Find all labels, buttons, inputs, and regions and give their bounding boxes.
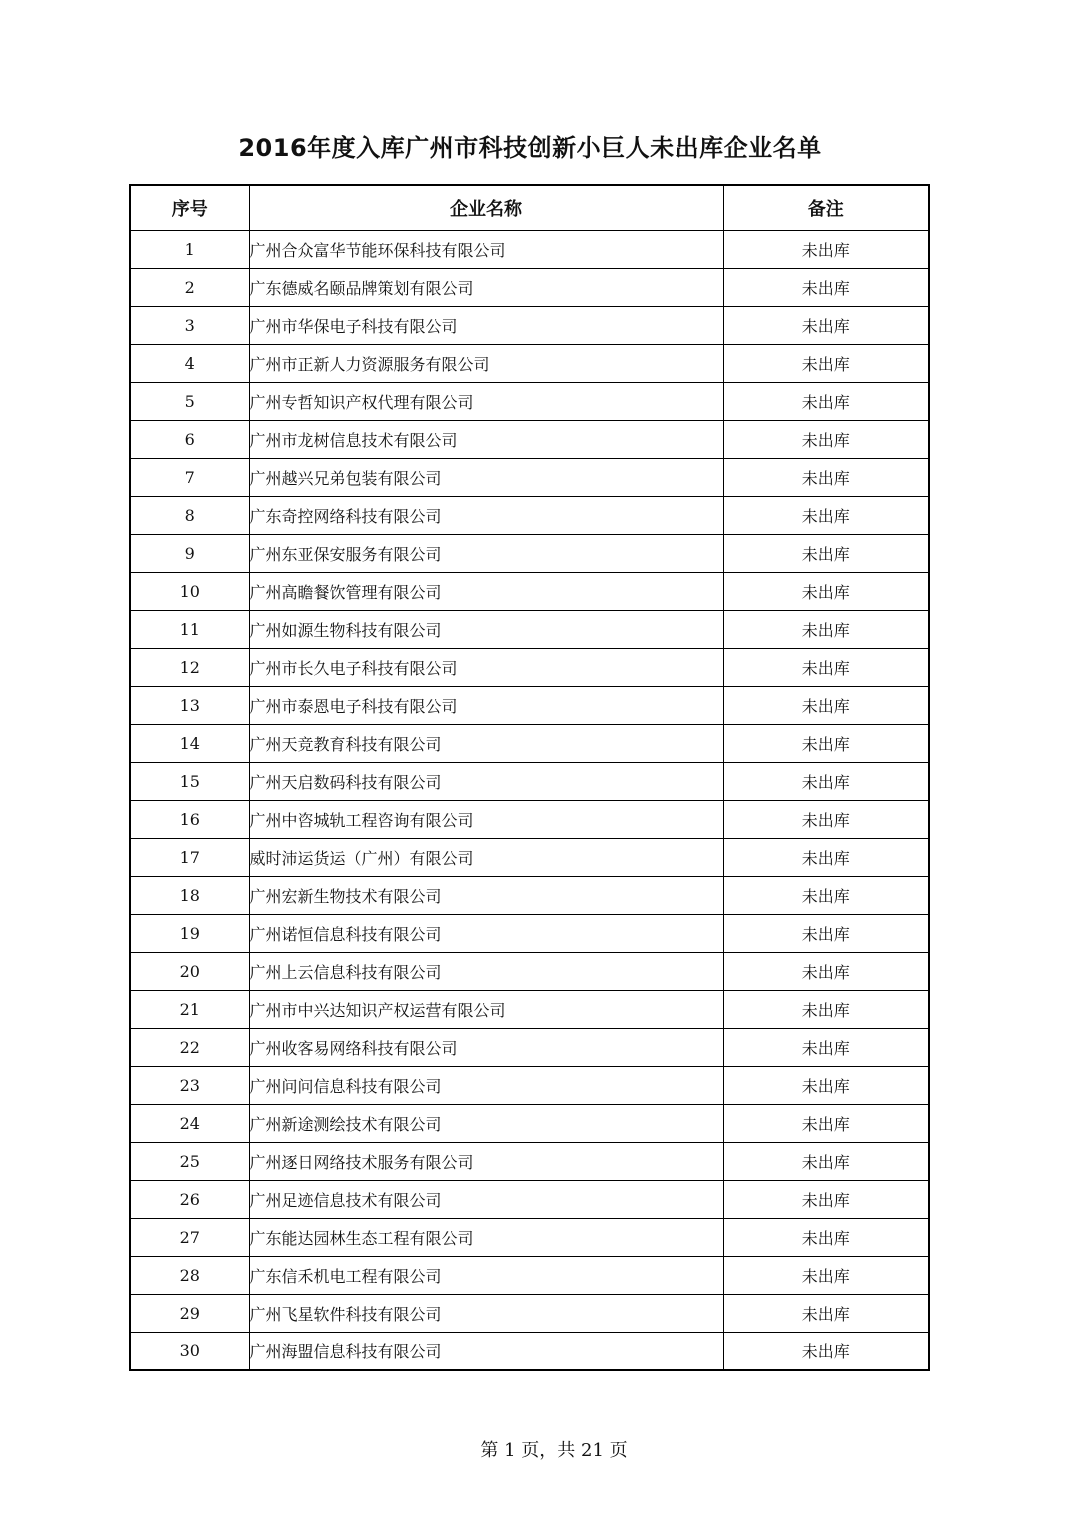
table-row [130, 610, 929, 648]
enterprise-name-cell: 广州海盟信息科技有限公司 [249, 1332, 723, 1370]
row-index-cell: 24 [130, 1104, 249, 1142]
table-row [130, 914, 929, 952]
remark-cell: 未出库 [723, 952, 929, 990]
table-row [130, 1104, 929, 1142]
remark-cell: 未出库 [723, 1294, 929, 1332]
row-index-cell: 27 [130, 1218, 249, 1256]
page-footer [0, 1436, 1080, 1462]
enterprise-name-cell: 广州逐日网络技术服务有限公司 [249, 1142, 723, 1180]
remark-cell: 未出库 [723, 458, 929, 496]
enterprise-name-cell: 广州新途测绘技术有限公司 [249, 1104, 723, 1142]
table-row [130, 1294, 929, 1332]
table-header-row [130, 185, 929, 230]
remark-cell: 未出库 [723, 572, 929, 610]
table-row [130, 762, 929, 800]
enterprise-name-cell: 广州问问信息科技有限公司 [249, 1066, 723, 1104]
enterprise-name-cell: 广州诺恒信息科技有限公司 [249, 914, 723, 952]
row-index-cell: 11 [130, 610, 249, 648]
table-row [130, 1218, 929, 1256]
enterprise-name-cell: 广州市龙树信息技术有限公司 [249, 420, 723, 458]
enterprise-name-cell: 广州越兴兄弟包装有限公司 [249, 458, 723, 496]
row-index-cell: 18 [130, 876, 249, 914]
table-row [130, 1256, 929, 1294]
row-index-cell: 5 [130, 382, 249, 420]
row-index-cell: 3 [130, 306, 249, 344]
remark-cell: 未出库 [723, 306, 929, 344]
row-index-cell: 7 [130, 458, 249, 496]
row-index-cell: 23 [130, 1066, 249, 1104]
enterprise-name-cell: 广州天竞教育科技有限公司 [249, 724, 723, 762]
remark-cell: 未出库 [723, 914, 929, 952]
remark-cell: 未出库 [723, 268, 929, 306]
enterprise-name-cell: 广东德威名颐品牌策划有限公司 [249, 268, 723, 306]
enterprise-name-cell: 广州市正新人力资源服务有限公司 [249, 344, 723, 382]
remark-cell: 未出库 [723, 1180, 929, 1218]
row-index-cell: 13 [130, 686, 249, 724]
enterprise-name-cell: 广州高瞻餐饮管理有限公司 [249, 572, 723, 610]
enterprise-name-cell: 广州上云信息科技有限公司 [249, 952, 723, 990]
enterprise-name-cell: 广州市泰恩电子科技有限公司 [249, 686, 723, 724]
row-index-cell: 14 [130, 724, 249, 762]
table-row [130, 420, 929, 458]
table-row [130, 800, 929, 838]
enterprise-name-cell: 广州收客易网络科技有限公司 [249, 1028, 723, 1066]
table-row [130, 876, 929, 914]
row-index-cell: 6 [130, 420, 249, 458]
remark-cell: 未出库 [723, 1332, 929, 1370]
row-index-cell: 1 [130, 230, 249, 268]
enterprise-name-cell: 广州市华保电子科技有限公司 [249, 306, 723, 344]
row-index-cell: 17 [130, 838, 249, 876]
remark-cell: 未出库 [723, 876, 929, 914]
enterprise-name-cell: 广东奇控网络科技有限公司 [249, 496, 723, 534]
row-index-cell: 25 [130, 1142, 249, 1180]
table-row [130, 230, 929, 268]
remark-cell: 未出库 [723, 1256, 929, 1294]
remark-cell: 未出库 [723, 534, 929, 572]
row-index-cell: 2 [130, 268, 249, 306]
enterprise-name-cell: 广州飞星软件科技有限公司 [249, 1294, 723, 1332]
row-index-cell: 4 [130, 344, 249, 382]
row-index-cell: 21 [130, 990, 249, 1028]
table-row [130, 1028, 929, 1066]
enterprise-name-cell: 广州中咨城轨工程咨询有限公司 [249, 800, 723, 838]
table-row [130, 496, 929, 534]
enterprise-name-cell: 广州专哲知识产权代理有限公司 [249, 382, 723, 420]
row-index-cell: 19 [130, 914, 249, 952]
row-index-cell: 28 [130, 1256, 249, 1294]
page-title: 2016年度入库广州市科技创新小巨人未出库企业名单 [238, 134, 822, 162]
remark-cell: 未出库 [723, 1028, 929, 1066]
table-row [130, 382, 929, 420]
table-row [130, 572, 929, 610]
enterprise-name-cell: 广州天启数码科技有限公司 [249, 762, 723, 800]
row-index-cell: 15 [130, 762, 249, 800]
row-index-cell: 9 [130, 534, 249, 572]
table-row [130, 838, 929, 876]
row-index-cell: 20 [130, 952, 249, 990]
table-row [130, 952, 929, 990]
header-remark: 备注 [723, 185, 929, 230]
row-index-cell: 8 [130, 496, 249, 534]
remark-cell: 未出库 [723, 1104, 929, 1142]
remark-cell: 未出库 [723, 1218, 929, 1256]
header-index: 序号 [130, 185, 249, 230]
row-index-cell: 30 [130, 1332, 249, 1370]
remark-cell: 未出库 [723, 800, 929, 838]
enterprise-name-cell: 威时沛运货运（广州）有限公司 [249, 838, 723, 876]
remark-cell: 未出库 [723, 420, 929, 458]
table-row [130, 458, 929, 496]
row-index-cell: 16 [130, 800, 249, 838]
enterprise-name-cell: 广州合众富华节能环保科技有限公司 [249, 230, 723, 268]
remark-cell: 未出库 [723, 990, 929, 1028]
enterprise-name-cell: 广州市中兴达知识产权运营有限公司 [249, 990, 723, 1028]
enterprise-name-cell: 广州市长久电子科技有限公司 [249, 648, 723, 686]
table-row [130, 1332, 929, 1370]
remark-cell: 未出库 [723, 724, 929, 762]
remark-cell: 未出库 [723, 230, 929, 268]
row-index-cell: 10 [130, 572, 249, 610]
table-row [130, 344, 929, 382]
table-row [130, 648, 929, 686]
row-index-cell: 26 [130, 1180, 249, 1218]
remark-cell: 未出库 [723, 838, 929, 876]
remark-cell: 未出库 [723, 1066, 929, 1104]
remark-cell: 未出库 [723, 610, 929, 648]
row-index-cell: 29 [130, 1294, 249, 1332]
remark-cell: 未出库 [723, 1142, 929, 1180]
table-row [130, 268, 929, 306]
table-row [130, 1066, 929, 1104]
remark-cell: 未出库 [723, 496, 929, 534]
enterprise-name-cell: 广东能达园林生态工程有限公司 [249, 1218, 723, 1256]
enterprise-name-cell: 广州东亚保安服务有限公司 [249, 534, 723, 572]
page-number-text: 第 1 页，共 21 页 [480, 1440, 628, 1461]
enterprise-name-cell: 广东信禾机电工程有限公司 [249, 1256, 723, 1294]
remark-cell: 未出库 [723, 762, 929, 800]
enterprise-name-cell: 广州宏新生物技术有限公司 [249, 876, 723, 914]
table-row [130, 1142, 929, 1180]
table-row [130, 686, 929, 724]
table-body [130, 230, 929, 1370]
enterprise-table [129, 184, 930, 1371]
row-index-cell: 22 [130, 1028, 249, 1066]
row-index-cell: 12 [130, 648, 249, 686]
remark-cell: 未出库 [723, 648, 929, 686]
enterprise-name-cell: 广州足迹信息技术有限公司 [249, 1180, 723, 1218]
remark-cell: 未出库 [723, 686, 929, 724]
remark-cell: 未出库 [723, 344, 929, 382]
header-enterprise-name: 企业名称 [249, 185, 723, 230]
enterprise-name-cell: 广州如源生物科技有限公司 [249, 610, 723, 648]
table-row [130, 724, 929, 762]
table-row [130, 534, 929, 572]
table-row [130, 1180, 929, 1218]
table-row [130, 990, 929, 1028]
table-row [130, 306, 929, 344]
remark-cell: 未出库 [723, 382, 929, 420]
